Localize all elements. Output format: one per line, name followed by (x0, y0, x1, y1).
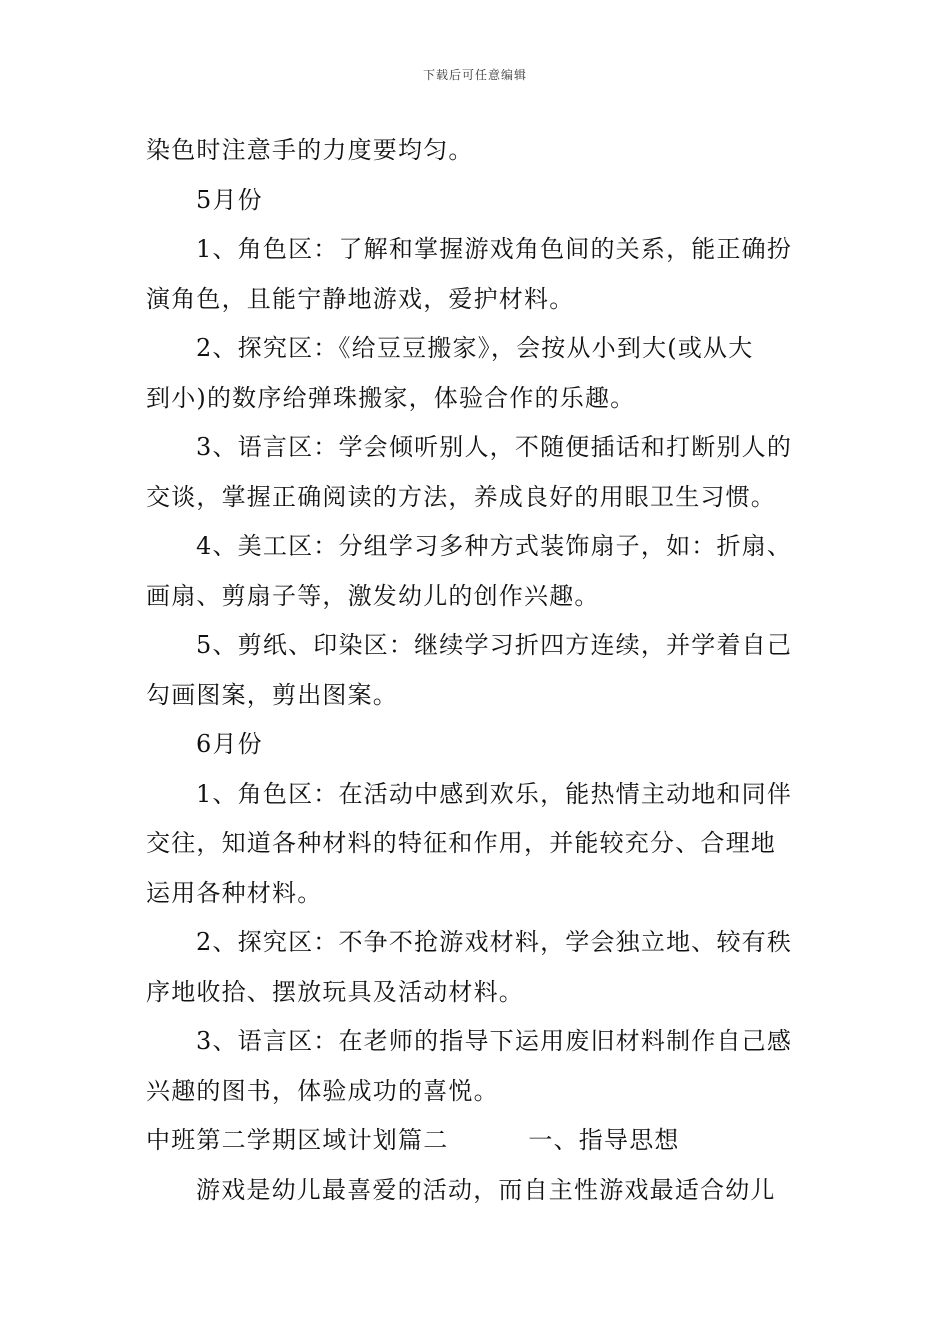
body-line: 勾画图案，剪出图案。 (146, 680, 398, 709)
section-title: 中班第二学期区域计划篇二 (146, 1126, 449, 1154)
body-line: 5、剪纸、印染区：继续学习折四方连续，并学着自己 (196, 631, 793, 659)
month-heading-may: 5月份 (196, 185, 263, 214)
document-body (146, 126, 810, 1215)
body-line: 交谈，掌握正确阅读的方法，养成良好的用眼卫生习惯。 (146, 482, 776, 511)
body-line: 3、语言区：在老师的指导下运用废旧材料制作自己感 (196, 1027, 793, 1055)
body-line: 兴趣的图书，体验成功的喜悦。 (146, 1076, 499, 1105)
month-heading-june: 6月份 (196, 730, 263, 758)
page-header-note: 下载后可任意编辑 (422, 68, 527, 82)
body-line: 演角色，且能宁静地游戏，爱护材料。 (146, 284, 575, 313)
body-line: 游戏是幼儿最喜爱的活动，而自主性游戏最适合幼儿 (196, 1175, 776, 1204)
body-line: 1、角色区：在活动中感到欢乐，能热情主动地和同伴 (196, 779, 793, 808)
body-line: 序地收拾、摆放玩具及活动材料。 (146, 977, 524, 1006)
body-line: 染色时注意手的力度要均匀。 (146, 136, 474, 164)
body-line: 运用各种材料。 (146, 878, 323, 907)
body-line: 1、角色区：了解和掌握游戏角色间的关系，能正确扮 (196, 235, 793, 263)
body-line: 2、探究区：不争不抢游戏材料，学会独立地、较有秩 (196, 928, 793, 956)
body-line: 到小)的数序给弹珠搬家，体验合作的乐趣。 (146, 383, 636, 412)
section-heading-line (146, 1116, 810, 1166)
body-line: 3、语言区：学会倾听别人，不随便插话和打断别人的 (196, 433, 793, 461)
body-line: 4、美工区：分组学习多种方式装饰扇子，如：折扇、 (196, 532, 793, 560)
body-line: 画扇、剪扇子等，激发幼儿的创作兴趣。 (146, 581, 600, 610)
section-subtitle: 一、指导思想 (528, 1126, 680, 1154)
body-line: 2、探究区：《给豆豆搬家》，会按从小到大(或从大 (196, 334, 754, 362)
body-line: 交往，知道各种材料的特征和作用，并能较充分、合理地 (146, 829, 776, 857)
